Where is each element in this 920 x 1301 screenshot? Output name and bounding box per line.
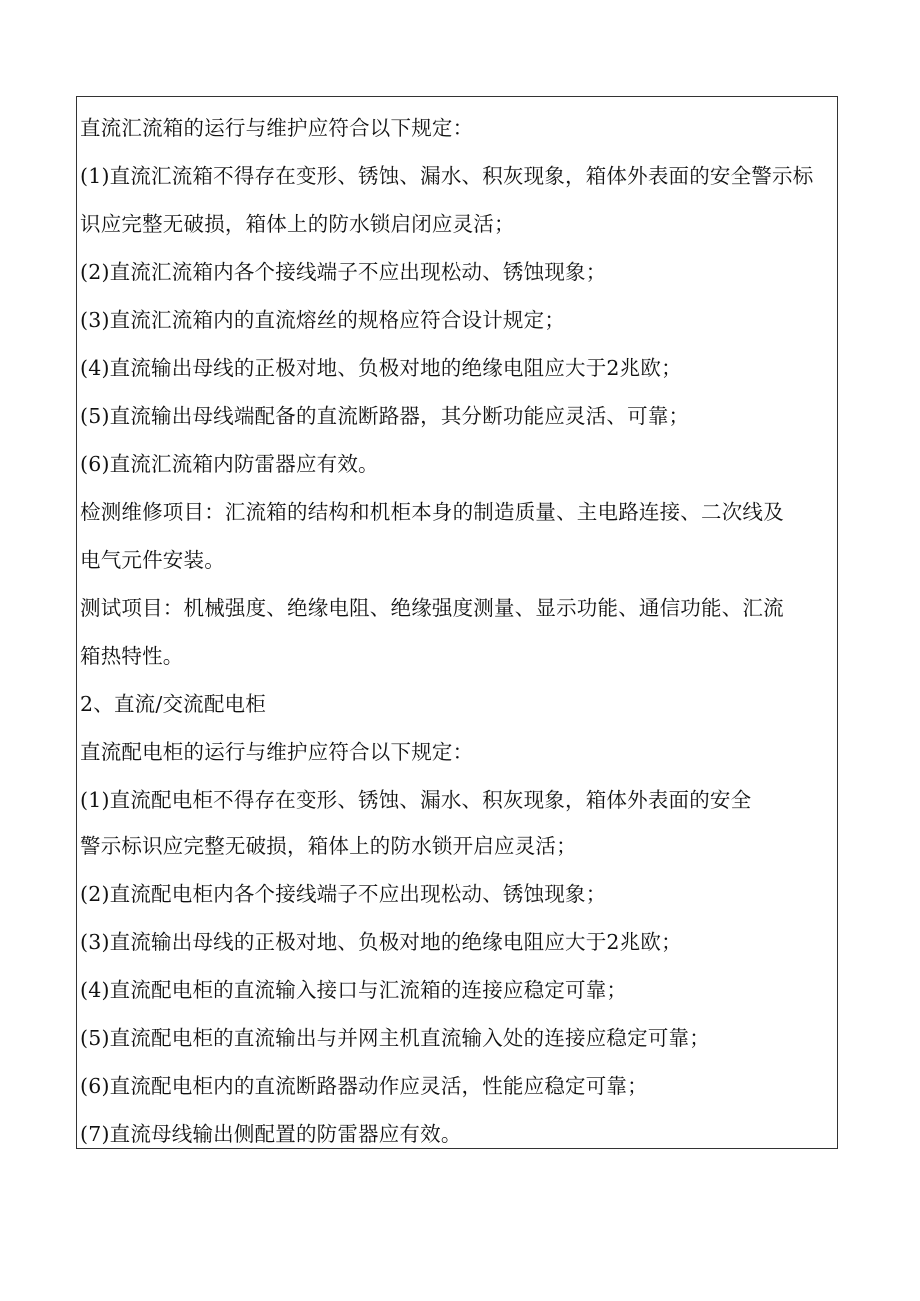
section-heading: 2、直流/交流配电柜	[80, 692, 266, 716]
text-line: 警示标识应完整无破损，箱体上的防水锁开启应灵活；	[80, 834, 577, 858]
text-line: (4)直流配电柜的直流输入接口与汇流箱的连接应稳定可靠；	[80, 978, 628, 1002]
text-line: 箱热特性。	[80, 644, 184, 668]
text-line: (6)直流汇流箱内防雷器应有效。	[80, 452, 379, 476]
text-line: 检测维修项目：汇流箱的结构和机柜本身的制造质量、主电路连接、二次线及	[80, 500, 784, 524]
text-line: (5)直流配电柜的直流输出与并网主机直流输入处的连接应稳定可靠；	[80, 1026, 710, 1050]
text-line: (5)直流输出母线端配备的直流断路器，其分断功能应灵活、可靠；	[80, 404, 690, 428]
text-line: 电气元件安装。	[80, 548, 225, 572]
text-line: (2)直流配电柜内各个接线端子不应出现松动、锈蚀现象；	[80, 882, 607, 906]
text-line: (4)直流输出母线的正极对地、负极对地的绝缘电阻应大于2兆欧；	[80, 356, 682, 380]
text-line: (1)直流配电柜不得存在变形、锈蚀、漏水、积灰现象，箱体外表面的安全	[80, 788, 752, 812]
text-line: 直流配电柜的运行与维护应符合以下规定：	[80, 740, 474, 764]
text-line: (3)直流汇流箱内的直流熔丝的规格应符合设计规定；	[80, 308, 566, 332]
text-line: (1)直流汇流箱不得存在变形、锈蚀、漏水、积灰现象，箱体外表面的安全警示标	[80, 164, 814, 188]
text-line: 识应完整无破损，箱体上的防水锁启闭应灵活；	[80, 212, 515, 236]
text-line: 直流汇流箱的运行与维护应符合以下规定：	[80, 116, 474, 140]
document-frame	[76, 96, 838, 1149]
text-line: (2)直流汇流箱内各个接线端子不应出现松动、锈蚀现象；	[80, 260, 607, 284]
text-line: (6)直流配电柜内的直流断路器动作应灵活，性能应稳定可靠；	[80, 1074, 648, 1098]
text-line: (7)直流母线输出侧配置的防雷器应有效。	[80, 1122, 462, 1146]
text-line: 测试项目：机械强度、绝缘电阻、绝缘强度测量、显示功能、通信功能、汇流	[80, 596, 784, 620]
text-line: (3)直流输出母线的正极对地、负极对地的绝缘电阻应大于2兆欧；	[80, 930, 682, 954]
